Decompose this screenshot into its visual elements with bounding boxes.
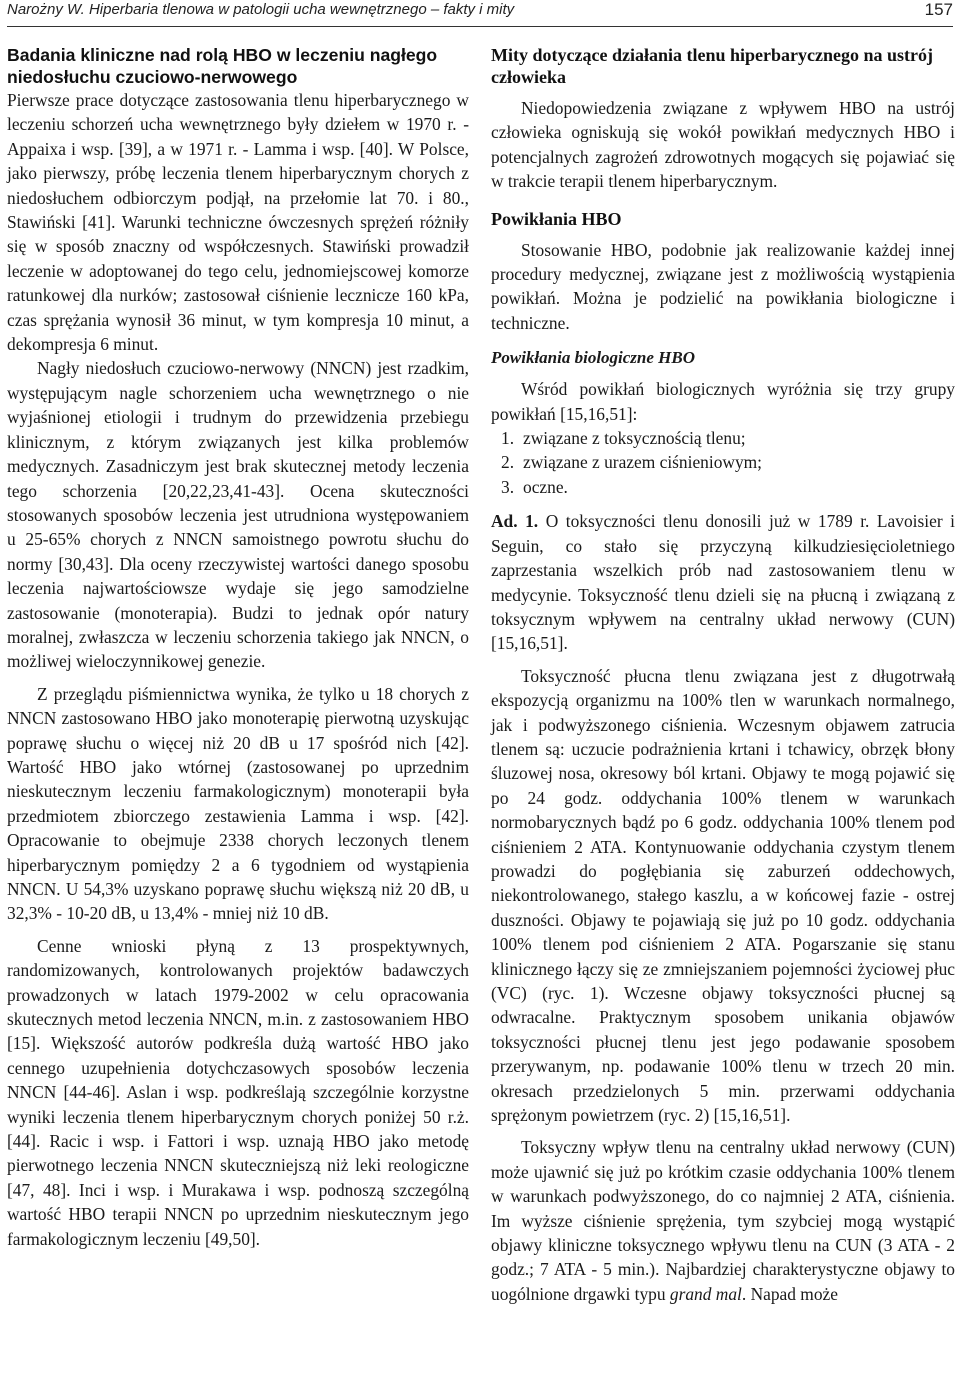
paragraph-cns-toxicity: Toksyczny wpływ tlenu na centralny układ nerwowy (CUN) może ujawnić się już po krótkim czasie oddychania 100% tlenem w warunkach podwyższonego, do co najmniej 2 ATA, ciśnienia. Im wyższe ciśnienie sprężenia, tym szybciej mogą wystąpić objawy kliniczne toksycznego wpływu tlenu na CUN (3 ATA - 2 godz.; 7 ATA - 5 min.). Najbardziej charakterystyczne objawy to uogólnione drgawki typu grand mal. Napad może xyxy=(491,1137,955,1304)
ad1-text: O toksyczności tlenu donosili już w 1789 r. Lavoisier i Seguin, co stało się przyczyną kilkudziesięcioletniego zaprzestania wszelkich prób nad zastosowaniem tlenu w medycynie. Toksyczność tlenu dzieli się na płucną i związaną z toksycznym wpływem na centralny układ nerwowy (CUN) [15,16,51]. xyxy=(491,511,955,654)
paragraph-pulmonary-toxicity: Toksyczność płucna tlenu związana jest z długotrwałą ekspozycją organizmu na 100% tlen w warunkach normalnego, jak i podwyższonego ciśnienia. Wczesnym objawem zatrucia tlenem są: uczucie podrażnienia krtani i tchawicy, obrzęk błony śluzowej nosa, okresowy ból krtani. Objawy te mogą pojawić się po 24 godz. oddychania 100% tlenem w warunkach normobarycznych bądź po 6 godz. oddychania 100% tlenem pod ciśnieniem 2 ATA. Kontynuowanie oddychania czystym tlenem prowadzi do pogłębiania się zaburzeń oddechowych, niekontrolowanego, stałego kaszlu, a w końcowej fazie - ostrej duszności. Objawy te pojawiają się już po 10 godz. oddychania 100% tlenem pod ciśnieniem 2 ATA. Pogarszanie się stanu klinicznego łączy się ze zmniejszaniem pojemności życiowej płuc (VC) (ryc. 1). Wczesne objawy toksyczności płucnej są odwracalne. Praktycznym sposobem unikania objawów toksyczności płucnej tlenu jest jego podawanie sposobem przerywanym, np. podawanie 100% tlenu w trzech 20 min. okresach przedzielonych 5 min. przerwami oddychania sprężonym powietrzem (ryc. 2) [15,16,51]. xyxy=(491,665,955,1126)
section-heading-clinical-studies: Badania kliniczne nad rolą HBO w leczeniu nagłego niedosłuchu czuciowo-nerwowego xyxy=(7,45,438,87)
right-column xyxy=(491,44,955,1306)
list-item: 2. związane z urazem ciśnieniowym; xyxy=(501,452,763,473)
paragraph-biological-intro: Wśród powikłań biologicznych wyróżnia się trzy grupy powikłań [15,16,51]: xyxy=(491,379,955,424)
paragraph-myths-intro: Niedopowiedzenia związane z wpływem HBO na ustrój człowieka ogniskują się wokół powikłań medycznych HBO i potencjalnych zagrożeń zdrowotnych mogących się pojawiać się w trakcie terapii tlenem hiperbarycznym. xyxy=(491,98,955,192)
ad1-label: Ad. 1. xyxy=(491,511,539,532)
list-item: 3. oczne. xyxy=(501,476,568,497)
running-title: Narożny W. Hiperbaria tlenowa w patologii ucha wewnętrznego – fakty i mity xyxy=(7,1,515,18)
section-heading-complications: Powikłania HBO xyxy=(491,208,622,229)
paragraph-ad1 xyxy=(491,509,955,655)
complication-group-list xyxy=(491,426,955,499)
paragraph-complications: Stosowanie HBO, podobnie jak realizowanie każdej innej procedury medycznej, związane jest z możliwością wystąpienia powikłań. Można je podzielić na powikłania biologiczne i techniczne. xyxy=(491,239,955,333)
subheading-biological-complications: Powikłania biologiczne HBO xyxy=(491,348,696,368)
page-number: 157 xyxy=(924,0,953,19)
paragraph-nncn-definition: Nagły niedosłuch czuciowo-nerwowy (NNCN) jest rzadkim, występującym nagle schorzeniem ucha wewnętrznego o nie wyjaśnionej etiologii i trudnym do przewidzenia przebiegu klinicznym, z którym związanych jest kilka problemów medycznych. Zasadniczym jest brak skutecznej metody leczenia tego schorzenia [20,22,23,41-43]. Ocena skuteczności stosowanych sposobów leczenia jest utrudniona występowaniem u 25-65% chorych z NNCN samoistnego powrotu słuchu do normy [30,43]. Dla oceny rzeczywistej wartości danego sposobu leczenia najwartościowsze wydaje się jego samodzielne zastosowanie (monoterapia). Budzi to jednak opór natury moralnej, zwłaszcza w leczeniu schorzenia takiego jak NNCN, o możliwej wieloczynnikowej genezie. xyxy=(7,358,469,672)
left-column xyxy=(7,44,469,1251)
running-header xyxy=(7,0,953,27)
paragraph-conclusions: Cenne wnioski płyną z 13 prospektywnych, randomizowanych, kontrolowanych projektów badawczych prowadzonych w latach 1979-2002 w celu opracowania skutecznych metod leczenia NNCN, m.in. z zastosowaniem HBO [15]. Większość autorów podkreśla dużą wartość HBO jako cennego uzupełnienia dotychczasowych sposobów leczenia NNCN [44-46]. Aslan i wsp. podkreślają szczególnie korzystne wyniki leczenia tlenem hiperbarycznym chorych poniżej 50 r.ż. [44]. Racic i wsp. i Fattori i wsp. uznają HBO jako metodę pierwotnego leczenia NNCN skuteczniejszą niż leki reologiczne [47, 48]. Inci i wsp. i Murakawa i wsp. podnoszą szczególną wartość HBO terapii NNCN po uprzednim nieskutecznym jego farmakologicznym leczeniu [49,50]. xyxy=(7,935,469,1249)
list-item: 1. związane z toksycznością tlenu; xyxy=(501,428,746,449)
paragraph-history: Pierwsze prace dotyczące zastosowania tlenu hiperbarycznego w leczeniu schorzeń ucha wewnętrznego były dziełem w 1970 r. - Appaixa i wsp. [39], a w 1971 r. - Lamma i wsp. [40]. W Polsce, jako pierwszy, próbę leczenia tlenem hiperbarycznym chorych z niedosłuchem odbiorczym podjął, na przełomie lat 70. i 80., Stawiński [41]. Warunki techniczne ówczesnych sprężeń różniły się w sposób znaczny od współczesnych. Stawiński prowadził leczenie w adoptowanej do tego celu, jednomiejscowej komorze ratunkowej dla nurków; zastosował ciśnienie lecznicze 160 kPa, czas sprężania wynosił 36 minut, w tym kompresja 10 minut, a dekompresja 6 minut. xyxy=(7,90,469,355)
paragraph-literature-review: Z przeglądu piśmiennictwa wynika, że tylko u 18 chorych z NNCN zastosowano HBO jako monoterapię pierwotną uzyskując poprawę słuchu o więcej niż 20 dB u 17 spośród nich [42]. Wartość HBO jako wtórnej (zastosowanej po uprzednim nieskutecznym leczeniu farmakologicznym) monoterapii była przedmiotem zbiorczego zestawienia Lamma i wsp. [42]. Opracowanie to obejmuje 2338 chorych leczonych tlenem hiperbarycznym pomiędzy 2 a 6 tygodniem od wystąpienia NNCN. U 54,3% uzyskano poprawę słuchu większą niż 20 dB, u 32,3% - 10-20 dB, u 13,4% - mniej niż 10 dB. xyxy=(7,683,469,924)
section-heading-myths: Mity dotyczące działania tlenu hiperbarycznego na ustrój człowieka xyxy=(491,45,933,87)
